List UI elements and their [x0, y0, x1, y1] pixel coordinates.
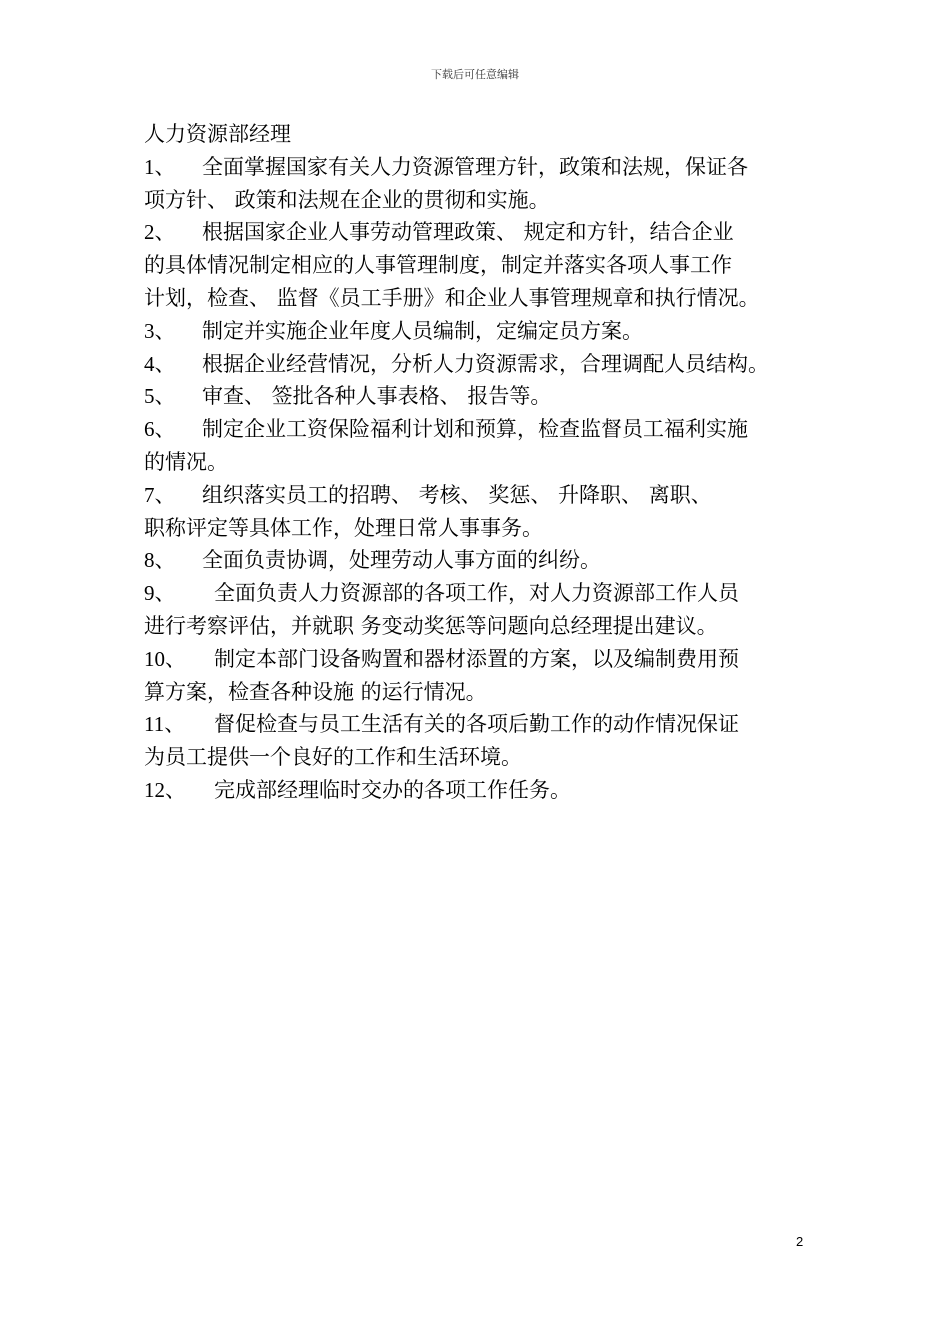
list-item	[144, 380, 824, 413]
list-item	[144, 348, 824, 381]
item-text: 为员工提供一个良好的工作和生活环境。	[144, 745, 522, 770]
list-item	[144, 774, 824, 807]
item-text: 督促检查与员工生活有关的各项后勤工作的动作情况保证	[214, 712, 739, 737]
item-text: 职称评定等具体工作，处理日常人事事务。	[144, 515, 543, 540]
item-text: 根据企业经营情况，分析人力资源需求，合理调配人员结构。	[202, 351, 769, 376]
item-number: 6、	[144, 417, 176, 442]
list-item	[144, 151, 824, 217]
item-number: 11、	[144, 712, 186, 737]
item-text: 的情况。	[144, 449, 228, 474]
item-number: 3、	[144, 318, 176, 343]
item-text: 全面负责人力资源部的各项工作，对人力资源部工作人员	[214, 581, 739, 606]
item-text: 完成部经理临时交办的各项工作任务。	[214, 777, 571, 802]
item-number: 9、	[144, 581, 176, 606]
item-number: 8、	[144, 548, 176, 573]
list-item	[144, 643, 824, 709]
item-number: 5、	[144, 384, 176, 409]
item-number: 12、	[144, 777, 186, 802]
list-item	[144, 708, 824, 774]
item-text: 全面负责协调，处理劳动人事方面的纠纷。	[202, 548, 601, 573]
list-item	[144, 544, 824, 577]
list-item	[144, 479, 824, 545]
item-text: 进行考察评估，并就职 务变动奖惩等问题向总经理提出建议。	[144, 613, 718, 638]
list-item	[144, 577, 824, 643]
item-text: 的具体情况制定相应的人事管理制度，制定并落实各项人事工作	[144, 253, 732, 278]
item-text: 审查、 签批各种人事表格、 报告等。	[202, 384, 552, 409]
item-text: 根据国家企业人事劳动管理政策、 规定和方针，结合企业	[202, 220, 734, 245]
item-number: 2、	[144, 220, 176, 245]
list-item	[144, 216, 824, 314]
item-number: 10、	[144, 646, 186, 671]
document-body	[144, 118, 824, 807]
item-number: 4、	[144, 351, 176, 376]
item-text: 制定企业工资保险福利计划和预算，检查监督员工福利实施	[202, 417, 748, 442]
item-text: 算方案，检查各种设施 的运行情况。	[144, 679, 487, 704]
list-item	[144, 315, 824, 348]
item-text: 全面掌握国家有关人力资源管理方针，政策和法规，保证各	[202, 154, 748, 179]
item-text: 计划，检查、 监督《员工手册》和企业人事管理规章和执行情况。	[144, 285, 760, 310]
item-number: 7、	[144, 482, 176, 507]
page-number: 2	[796, 1234, 804, 1249]
item-text: 制定本部门设备购置和器材添置的方案，以及编制费用预	[214, 646, 739, 671]
item-text: 项方针、 政策和法规在企业的贯彻和实施。	[144, 187, 550, 212]
item-text: 制定并实施企业年度人员编制，定编定员方案。	[202, 318, 643, 343]
page-title: 人力资源部经理	[144, 122, 291, 146]
item-number: 1、	[144, 154, 176, 179]
header-note: 下载后可任意编辑	[431, 68, 519, 81]
item-text: 组织落实员工的招聘、 考核、 奖惩、 升降职、 离职、	[202, 482, 712, 507]
list-item	[144, 413, 824, 479]
